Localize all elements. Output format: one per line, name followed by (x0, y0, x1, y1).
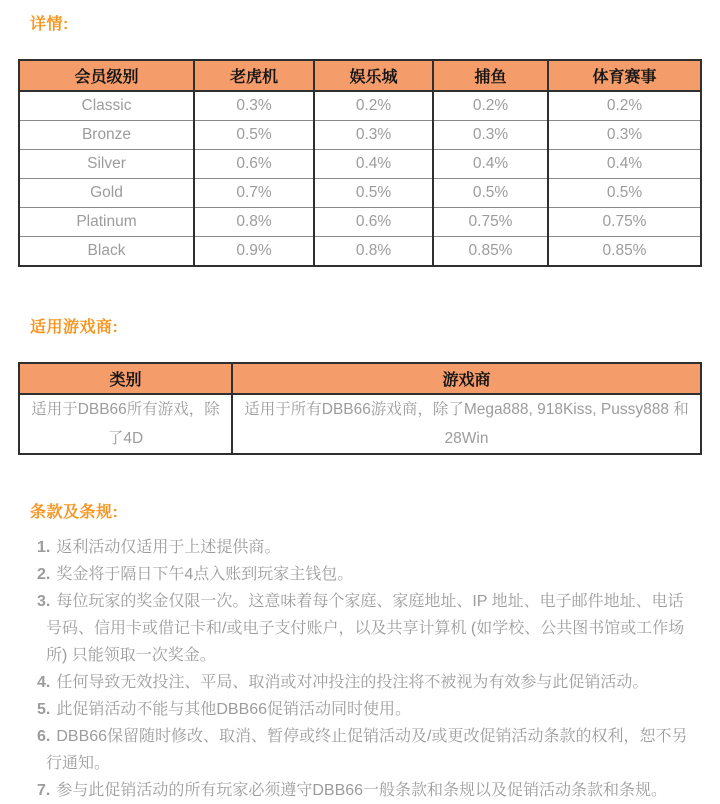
providers-heading: 适用游戏商: (30, 319, 119, 336)
terms-item-number: 4. (37, 674, 51, 691)
terms-item (37, 723, 695, 777)
terms-item-text: 参与此促销活动的所有玩家必须遵守DBB66一般条款和条规以及促销活动条款和条规。 (56, 782, 668, 799)
terms-item (37, 534, 695, 561)
terms-item-text: DBB66保留随时修改、取消、暂停或终止促销活动及/或更改促销活动条款的权利，恕不另行通知。 (46, 728, 688, 772)
rebate-table-cell: Platinum (19, 208, 194, 237)
provider-table (18, 362, 702, 455)
terms-heading: 条款及条规: (30, 504, 119, 521)
rebate-table-cell: 0.2% (314, 91, 433, 121)
terms-item (37, 669, 695, 696)
rebate-table-header-cell: 体育赛事 (548, 60, 701, 91)
rebate-table-body (19, 91, 701, 266)
rebate-table-cell: Classic (19, 91, 194, 121)
rebate-table-cell: 0.4% (548, 150, 701, 179)
rebate-table-header-cell: 老虎机 (194, 60, 314, 91)
rebate-table (18, 59, 702, 267)
rebate-table-cell: 0.3% (314, 121, 433, 150)
details-heading: 详情: (30, 16, 69, 33)
terms-item-number: 2. (37, 566, 51, 583)
rebate-table-header-cell: 捕鱼 (433, 60, 548, 91)
terms-item-text: 此促销活动不能与其他DBB66促销活动同时使用。 (56, 701, 412, 718)
terms-item-text: 返利活动仅适用于上述提供商。 (56, 539, 281, 556)
rebate-table-cell: 0.4% (314, 150, 433, 179)
rebate-table-cell: 0.75% (548, 208, 701, 237)
rebate-table-row (19, 121, 701, 150)
provider-table-row (19, 394, 701, 454)
provider-table-cell: 适用于所有DBB66游戏商，除了Mega888, 918Kiss, Pussy888 和 28Win (232, 394, 701, 454)
terms-item-number: 3. (37, 593, 51, 610)
terms-item-text: 奖金将于隔日下午4点入账到玩家主钱包。 (56, 566, 354, 583)
rebate-table-header-row (19, 60, 701, 91)
rebate-table-head (19, 60, 701, 91)
terms-list (37, 534, 695, 804)
rebate-table-cell: 0.5% (433, 179, 548, 208)
provider-table-cell: 适用于DBB66所有游戏，除了4D (19, 394, 232, 454)
rebate-table-cell: 0.8% (314, 237, 433, 267)
rebate-table-cell: Silver (19, 150, 194, 179)
terms-item-text: 任何导致无效投注、平局、取消或对冲投注的投注将不被视为有效参与此促销活动。 (56, 674, 649, 691)
rebate-table-cell: 0.5% (548, 179, 701, 208)
terms-item (37, 588, 695, 669)
rebate-table-cell: 0.3% (194, 91, 314, 121)
rebate-table-cell: Bronze (19, 121, 194, 150)
rebate-table-row (19, 208, 701, 237)
terms-item (37, 561, 695, 588)
rebate-table-cell: 0.85% (433, 237, 548, 267)
rebate-table-row (19, 91, 701, 121)
rebate-table-cell: 0.2% (433, 91, 548, 121)
rebate-table-cell: 0.85% (548, 237, 701, 267)
rebate-table-cell: 0.5% (194, 121, 314, 150)
rebate-table-cell: 0.3% (548, 121, 701, 150)
rebate-table-cell: 0.7% (194, 179, 314, 208)
rebate-table-cell: Black (19, 237, 194, 267)
terms-item-text: 每位玩家的奖金仅限一次。这意味着每个家庭、家庭地址、IP 地址、电子邮件地址、电话号码、信用卡或借记卡和/或电子支付账户，以及共享计算机 (如学校、公共图书馆或工作场所) 只能领取一次奖金。 (46, 593, 685, 664)
terms-item-number: 6. (37, 728, 51, 745)
rebate-table-cell: 0.6% (314, 208, 433, 237)
provider-table-head (19, 363, 701, 394)
rebate-table-cell: 0.3% (433, 121, 548, 150)
provider-table-header-cell: 类别 (19, 363, 232, 394)
rebate-table-cell: 0.6% (194, 150, 314, 179)
terms-item-number: 7. (37, 782, 51, 799)
rebate-table-cell: 0.8% (194, 208, 314, 237)
terms-item-number: 5. (37, 701, 51, 718)
rebate-table-cell: 0.75% (433, 208, 548, 237)
terms-item-number: 1. (37, 539, 51, 556)
rebate-table-cell: 0.2% (548, 91, 701, 121)
rebate-table-header-cell: 会员级别 (19, 60, 194, 91)
rebate-table-row (19, 150, 701, 179)
rebate-table-cell: 0.5% (314, 179, 433, 208)
provider-table-header-row (19, 363, 701, 394)
provider-table-body (19, 394, 701, 454)
terms-item (37, 696, 695, 723)
rebate-table-row (19, 237, 701, 267)
rebate-table-cell: 0.4% (433, 150, 548, 179)
rebate-table-cell: Gold (19, 179, 194, 208)
rebate-table-row (19, 179, 701, 208)
rebate-table-header-cell: 娱乐城 (314, 60, 433, 91)
terms-item (37, 777, 695, 804)
rebate-table-cell: 0.9% (194, 237, 314, 267)
provider-table-header-cell: 游戏商 (232, 363, 701, 394)
